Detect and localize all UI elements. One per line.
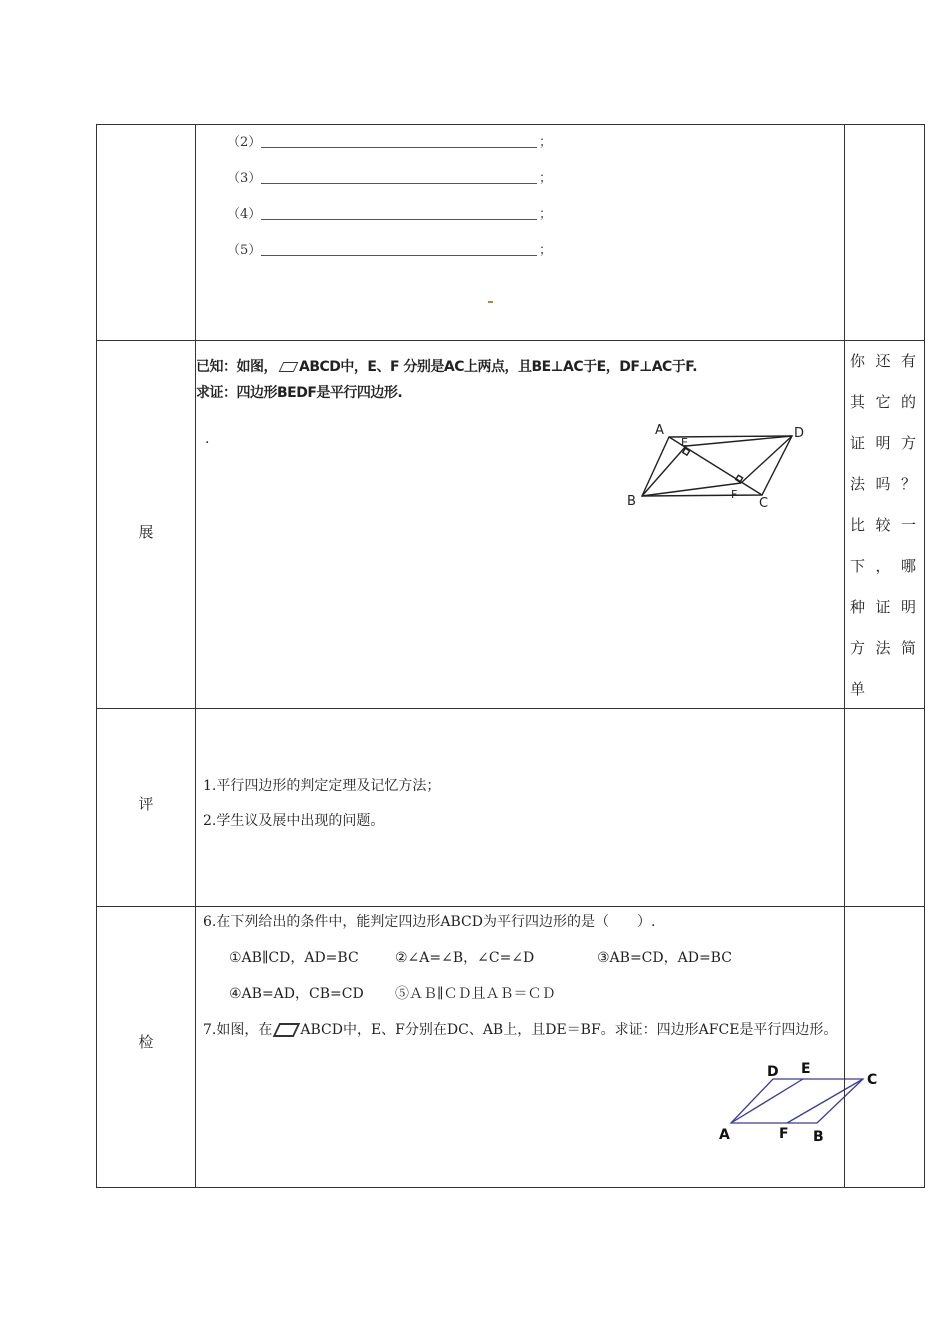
row-blanks — [97, 125, 924, 341]
column-divider-left — [195, 125, 196, 1187]
label-f: F — [779, 1126, 789, 1142]
dot-mark: . — [205, 431, 210, 447]
blank-item-5: （5） ； — [227, 243, 553, 258]
label-e: E — [681, 436, 688, 449]
question-6: 6.在下列给出的条件中，能判定四边形ABCD为平行四边形的是（ ）. — [203, 914, 656, 930]
section-label-jian: 检 — [138, 1033, 154, 1051]
lesson-table — [96, 124, 925, 1188]
option-3: ③AB=CD，AD=BC — [597, 950, 732, 966]
label-e: E — [801, 1061, 811, 1077]
parallelogram-icon — [273, 1023, 301, 1037]
side-note: 你还有 其它的 证明方 法吗？ 比较一 下，哪 种证明 方法简 单 — [850, 352, 916, 698]
answer-blank[interactable] — [261, 245, 537, 256]
answer-blank[interactable] — [261, 137, 537, 148]
label-c: C — [867, 1072, 878, 1088]
label-d: D — [794, 426, 805, 441]
answer-blank[interactable] — [261, 209, 537, 220]
option-5: ⑤ＡＢ∥ＣＤ且ＡＢ＝ＣＤ — [395, 986, 556, 1002]
review-item-1: 1.平行四边形的判定定理及记忆方法； — [203, 778, 441, 794]
segment-ed — [686, 436, 792, 446]
section-label-ping: 评 — [138, 795, 154, 813]
right-angle-mark-f — [736, 475, 743, 482]
answer-blank[interactable] — [261, 173, 537, 184]
parallelogram-abcd — [642, 436, 792, 496]
label-c: C — [759, 496, 769, 511]
label-d: D — [767, 1064, 779, 1080]
label-b: B — [813, 1129, 824, 1145]
prove-statement: 求证：四边形BEDF是平行四边形. — [196, 385, 403, 401]
label-b: B — [627, 494, 636, 509]
segment-be — [642, 446, 686, 496]
row-jian — [97, 907, 924, 1189]
question-7: 7.如图，在 ABCD中，E、F分别在DC、AB上，且DE＝BF。求证：四边形AFCE是平行四边形。 — [203, 1022, 838, 1038]
blank-item-2: （2） ； — [227, 135, 553, 150]
option-1: ①AB∥CD，AD=BC — [229, 950, 359, 966]
figure-parallelogram-bedf — [617, 421, 817, 531]
blank-item-4: （4） ； — [227, 207, 553, 222]
given-statement: 已知：如图， ABCD中，E、F 分别是AC上两点，且BE⊥AC于E，DF⊥AC于F. — [196, 359, 698, 375]
row-zhan — [97, 341, 924, 709]
row-ping — [97, 709, 924, 907]
figure-parallelogram-afce — [715, 1057, 905, 1147]
option-4: ④AB=AD，CB=CD — [229, 986, 364, 1002]
segment-fd — [741, 436, 792, 483]
review-item-2: 2.学生议及展中出现的问题。 — [203, 813, 385, 829]
option-2: ②∠A=∠B，∠C=∠D — [395, 950, 535, 966]
label-f: F — [731, 488, 738, 501]
segment-bf — [642, 483, 741, 496]
section-label-zhan: 展 — [138, 523, 154, 541]
blank-item-3: （3） ； — [227, 171, 553, 186]
label-a: A — [719, 1127, 730, 1143]
label-a: A — [655, 423, 664, 438]
column-divider-right — [844, 125, 845, 1187]
parallelogram-icon — [279, 362, 299, 372]
dash-mark — [488, 301, 493, 303]
segment-fc — [787, 1079, 863, 1123]
